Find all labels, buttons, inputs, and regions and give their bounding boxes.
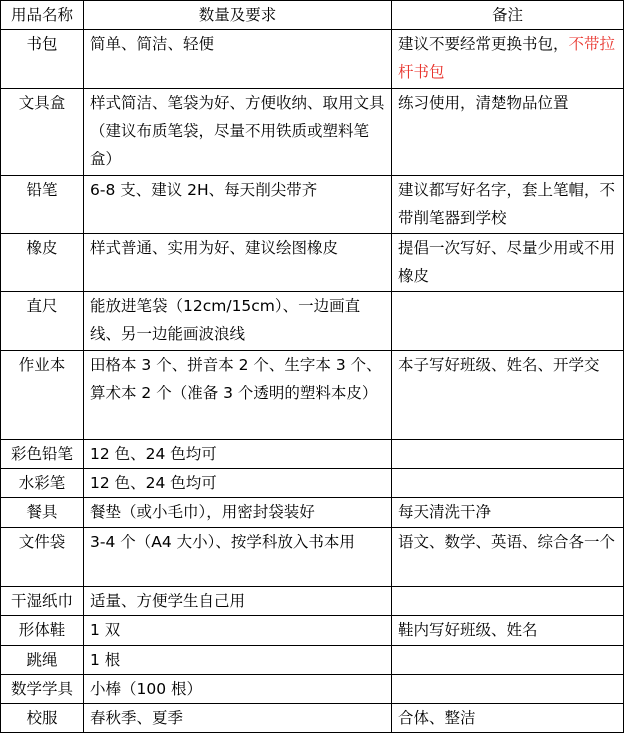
item-name: 书包 [1,30,84,89]
item-requirements: 小棒（100 根） [84,675,392,704]
item-requirements: 6-8 支、建议 2H、每天削尖带齐 [84,176,392,234]
item-name: 直尺 [1,292,84,351]
table-row [1,234,624,292]
item-name: 数学学具 [1,675,84,704]
item-requirements: 春秋季、夏季 [84,704,392,733]
header-notes: 备注 [392,1,624,30]
note-warning-text: 不带拉杆书包 [398,35,616,81]
table-row [1,587,624,616]
table-header-row [1,1,624,30]
item-name: 文件袋 [1,528,84,587]
table-row [1,176,624,234]
item-note [392,587,624,616]
item-name: 铅笔 [1,176,84,234]
item-note [392,30,624,89]
item-note [392,469,624,498]
item-requirements: 简单、简洁、轻便 [84,30,392,89]
item-note: 练习使用，清楚物品位置 [392,89,624,176]
item-requirements: 12 色、24 色均可 [84,469,392,498]
item-note [392,440,624,469]
item-name: 形体鞋 [1,616,84,646]
header-item-name: 用品名称 [1,1,84,30]
item-name: 彩色铅笔 [1,440,84,469]
table-row [1,646,624,675]
item-name: 橡皮 [1,234,84,292]
table-row [1,498,624,528]
item-requirements: 能放进笔袋（12cm/15cm）、一边画直线、另一边能画波浪线 [84,292,392,351]
item-requirements: 餐垫（或小毛巾），用密封袋装好 [84,498,392,528]
item-requirements: 适量、方便学生自己用 [84,587,392,616]
table-row [1,30,624,89]
item-note: 提倡一次写好、尽量少用或不用橡皮 [392,234,624,292]
table-row [1,440,624,469]
item-requirements: 样式普通、实用为好、建议绘图橡皮 [84,234,392,292]
item-note: 语文、数学、英语、综合各一个 [392,528,624,587]
table-row [1,528,624,587]
table-row [1,351,624,440]
item-name: 餐具 [1,498,84,528]
item-name: 干湿纸巾 [1,587,84,616]
item-note [392,675,624,704]
item-requirements: 3-4 个（A4 大小）、按学科放入书本用 [84,528,392,587]
table-row [1,469,624,498]
item-requirements: 12 色、24 色均可 [84,440,392,469]
item-note [392,292,624,351]
table-row [1,292,624,351]
item-note: 合体、整洁 [392,704,624,733]
item-name: 跳绳 [1,646,84,675]
item-note: 建议都写好名字，套上笔帽，不带削笔器到学校 [392,176,624,234]
table-row [1,616,624,646]
header-requirements: 数量及要求 [84,1,392,30]
item-requirements: 1 根 [84,646,392,675]
item-name: 文具盒 [1,89,84,176]
item-name: 校服 [1,704,84,733]
table-row [1,675,624,704]
item-note: 本子写好班级、姓名、开学交 [392,351,624,440]
item-note: 鞋内写好班级、姓名 [392,616,624,646]
note-text: 建议不要经常更换书包， [398,35,569,53]
item-name: 作业本 [1,351,84,440]
item-requirements: 1 双 [84,616,392,646]
table-row [1,89,624,176]
item-note [392,646,624,675]
table-row [1,704,624,733]
item-note: 每天清洗干净 [392,498,624,528]
item-requirements: 样式简洁、笔袋为好、方便收纳、取用文具（建议布质笔袋，尽量不用铁质或塑料笔盒） [84,89,392,176]
item-requirements: 田格本 3 个、拼音本 2 个、生字本 3 个、算术本 2 个（准备 3 个透明的塑料本皮） [84,351,392,440]
item-name: 水彩笔 [1,469,84,498]
